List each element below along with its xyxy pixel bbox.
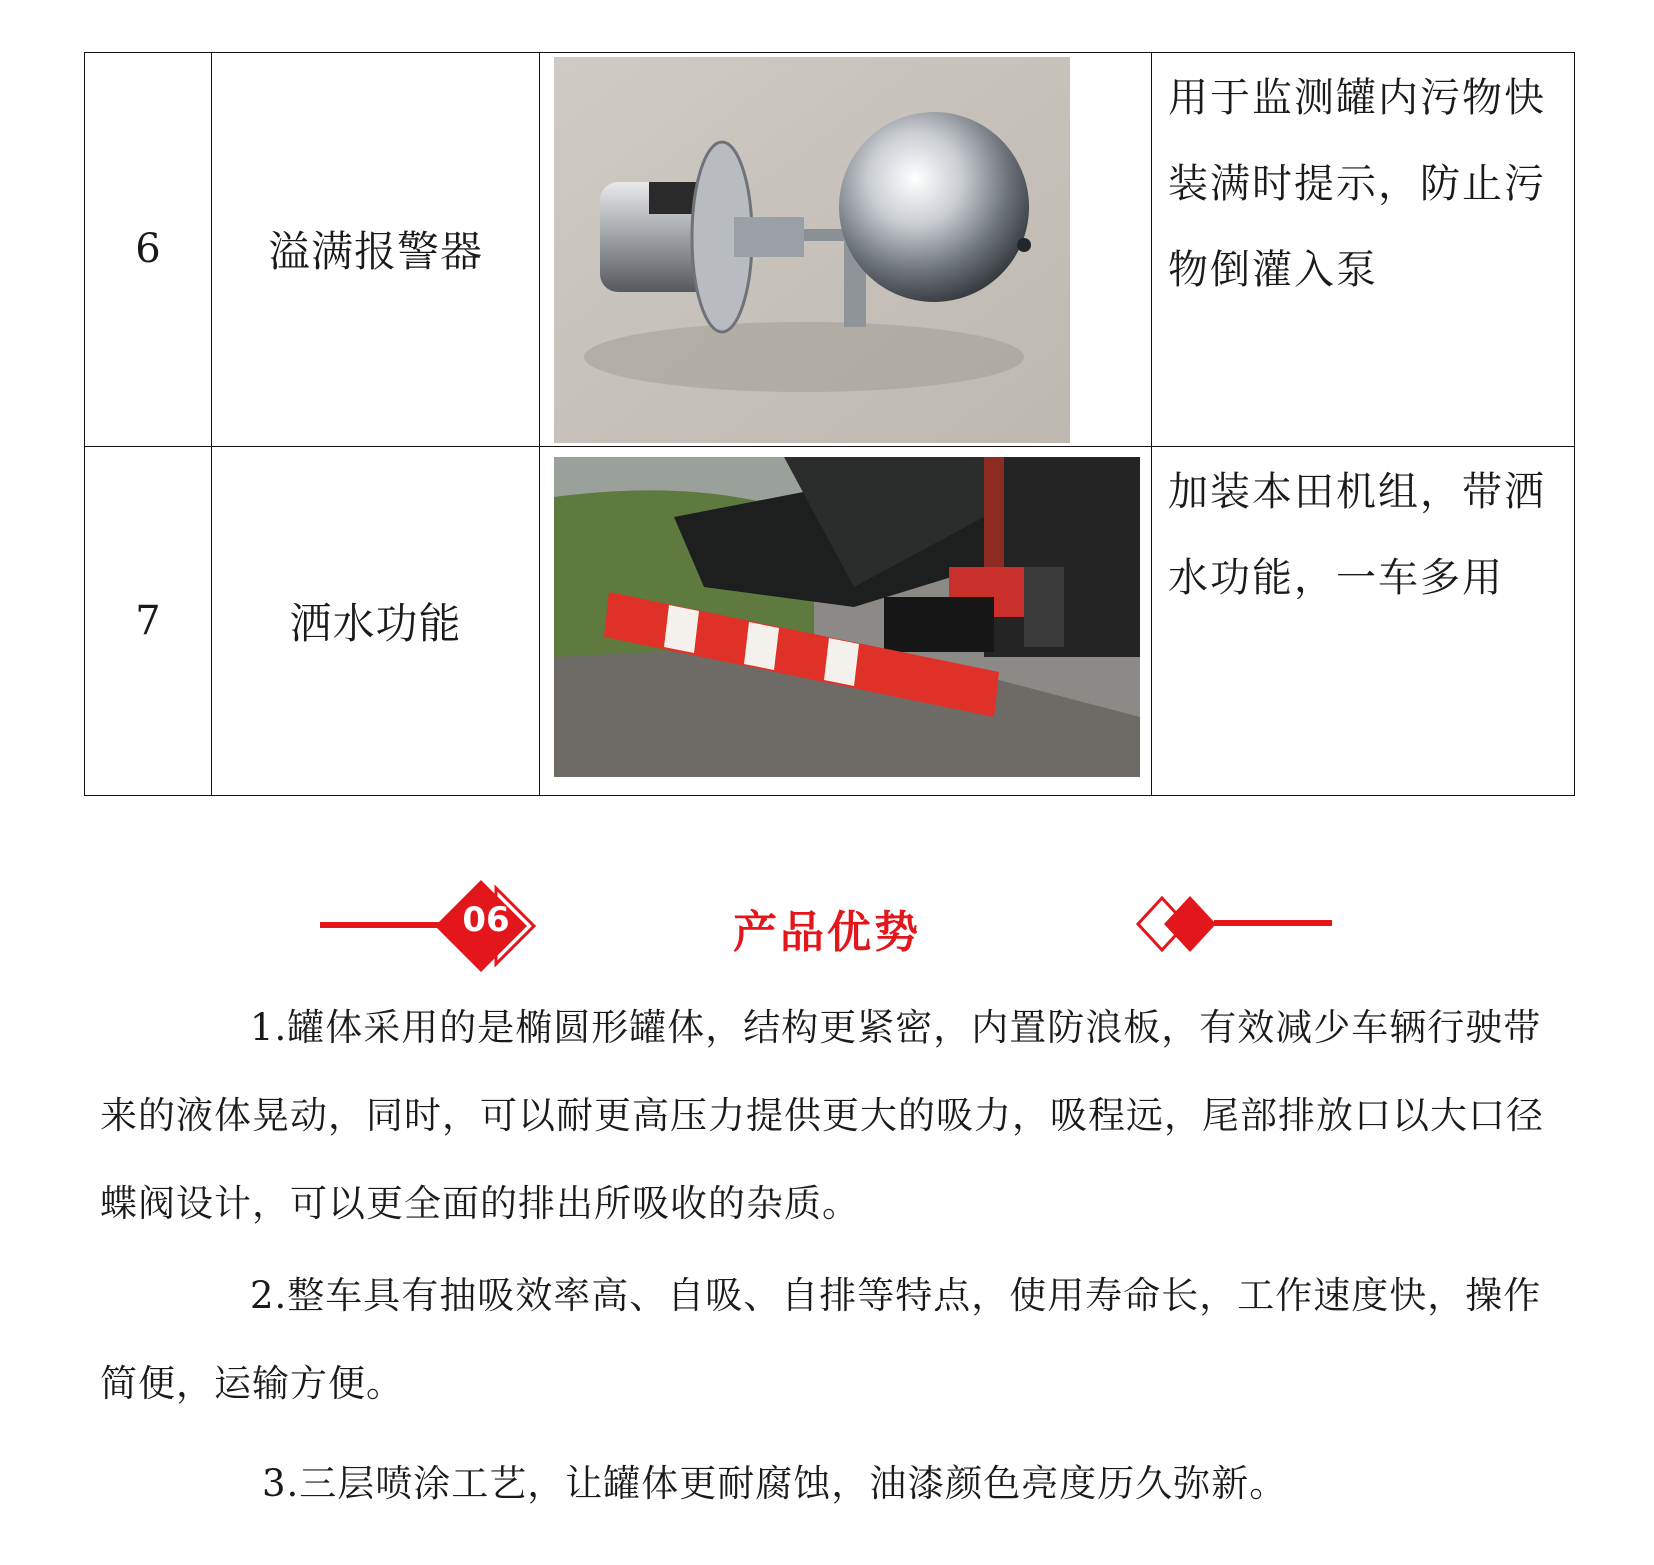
- photo-cell: [540, 446, 1152, 795]
- row-number: 6: [85, 53, 212, 447]
- advantage-paragraph-2: 2.整车具有抽吸效率高、自吸、自排等特点，使用寿命长，工作速度快，操作简便，运输方便。: [100, 1274, 1542, 1405]
- overflow-alarm-photo: [554, 57, 1070, 443]
- table-row: [85, 446, 1575, 795]
- photo-cell: [540, 53, 1152, 447]
- component-name: 洒水功能: [212, 446, 540, 795]
- sprinkler-photo: [554, 457, 1140, 777]
- advantage-paragraph-1: 1.罐体采用的是椭圆形罐体，结构更紧密，内置防浪板，有效减少车辆行驶带来的液体晃动，同时，可以耐更高压力提供更大的吸力，吸程远，尾部排放口以大口径蝶阀设计，可以更全面的排出所吸收的杂质。: [100, 1006, 1544, 1225]
- section-number: 06: [462, 900, 510, 940]
- table-row: [85, 53, 1575, 447]
- header-rule-right: [1214, 920, 1332, 926]
- component-description: 加装本田机组，带洒水功能，一车多用: [1168, 468, 1546, 601]
- component-name: 溢满报警器: [212, 53, 540, 447]
- section-title: 产品优势: [733, 907, 921, 958]
- row-number: 7: [85, 446, 212, 795]
- advantage-paragraph-3: 3.三层喷涂工艺，让罐体更耐腐蚀，油漆颜色亮度历久弥新。: [262, 1462, 1288, 1505]
- spec-table: [84, 52, 1575, 796]
- component-description: 用于监测罐内污物快装满时提示，防止污物倒灌入泵: [1168, 75, 1546, 293]
- description-cell: [1152, 446, 1575, 795]
- description-cell: [1152, 53, 1575, 447]
